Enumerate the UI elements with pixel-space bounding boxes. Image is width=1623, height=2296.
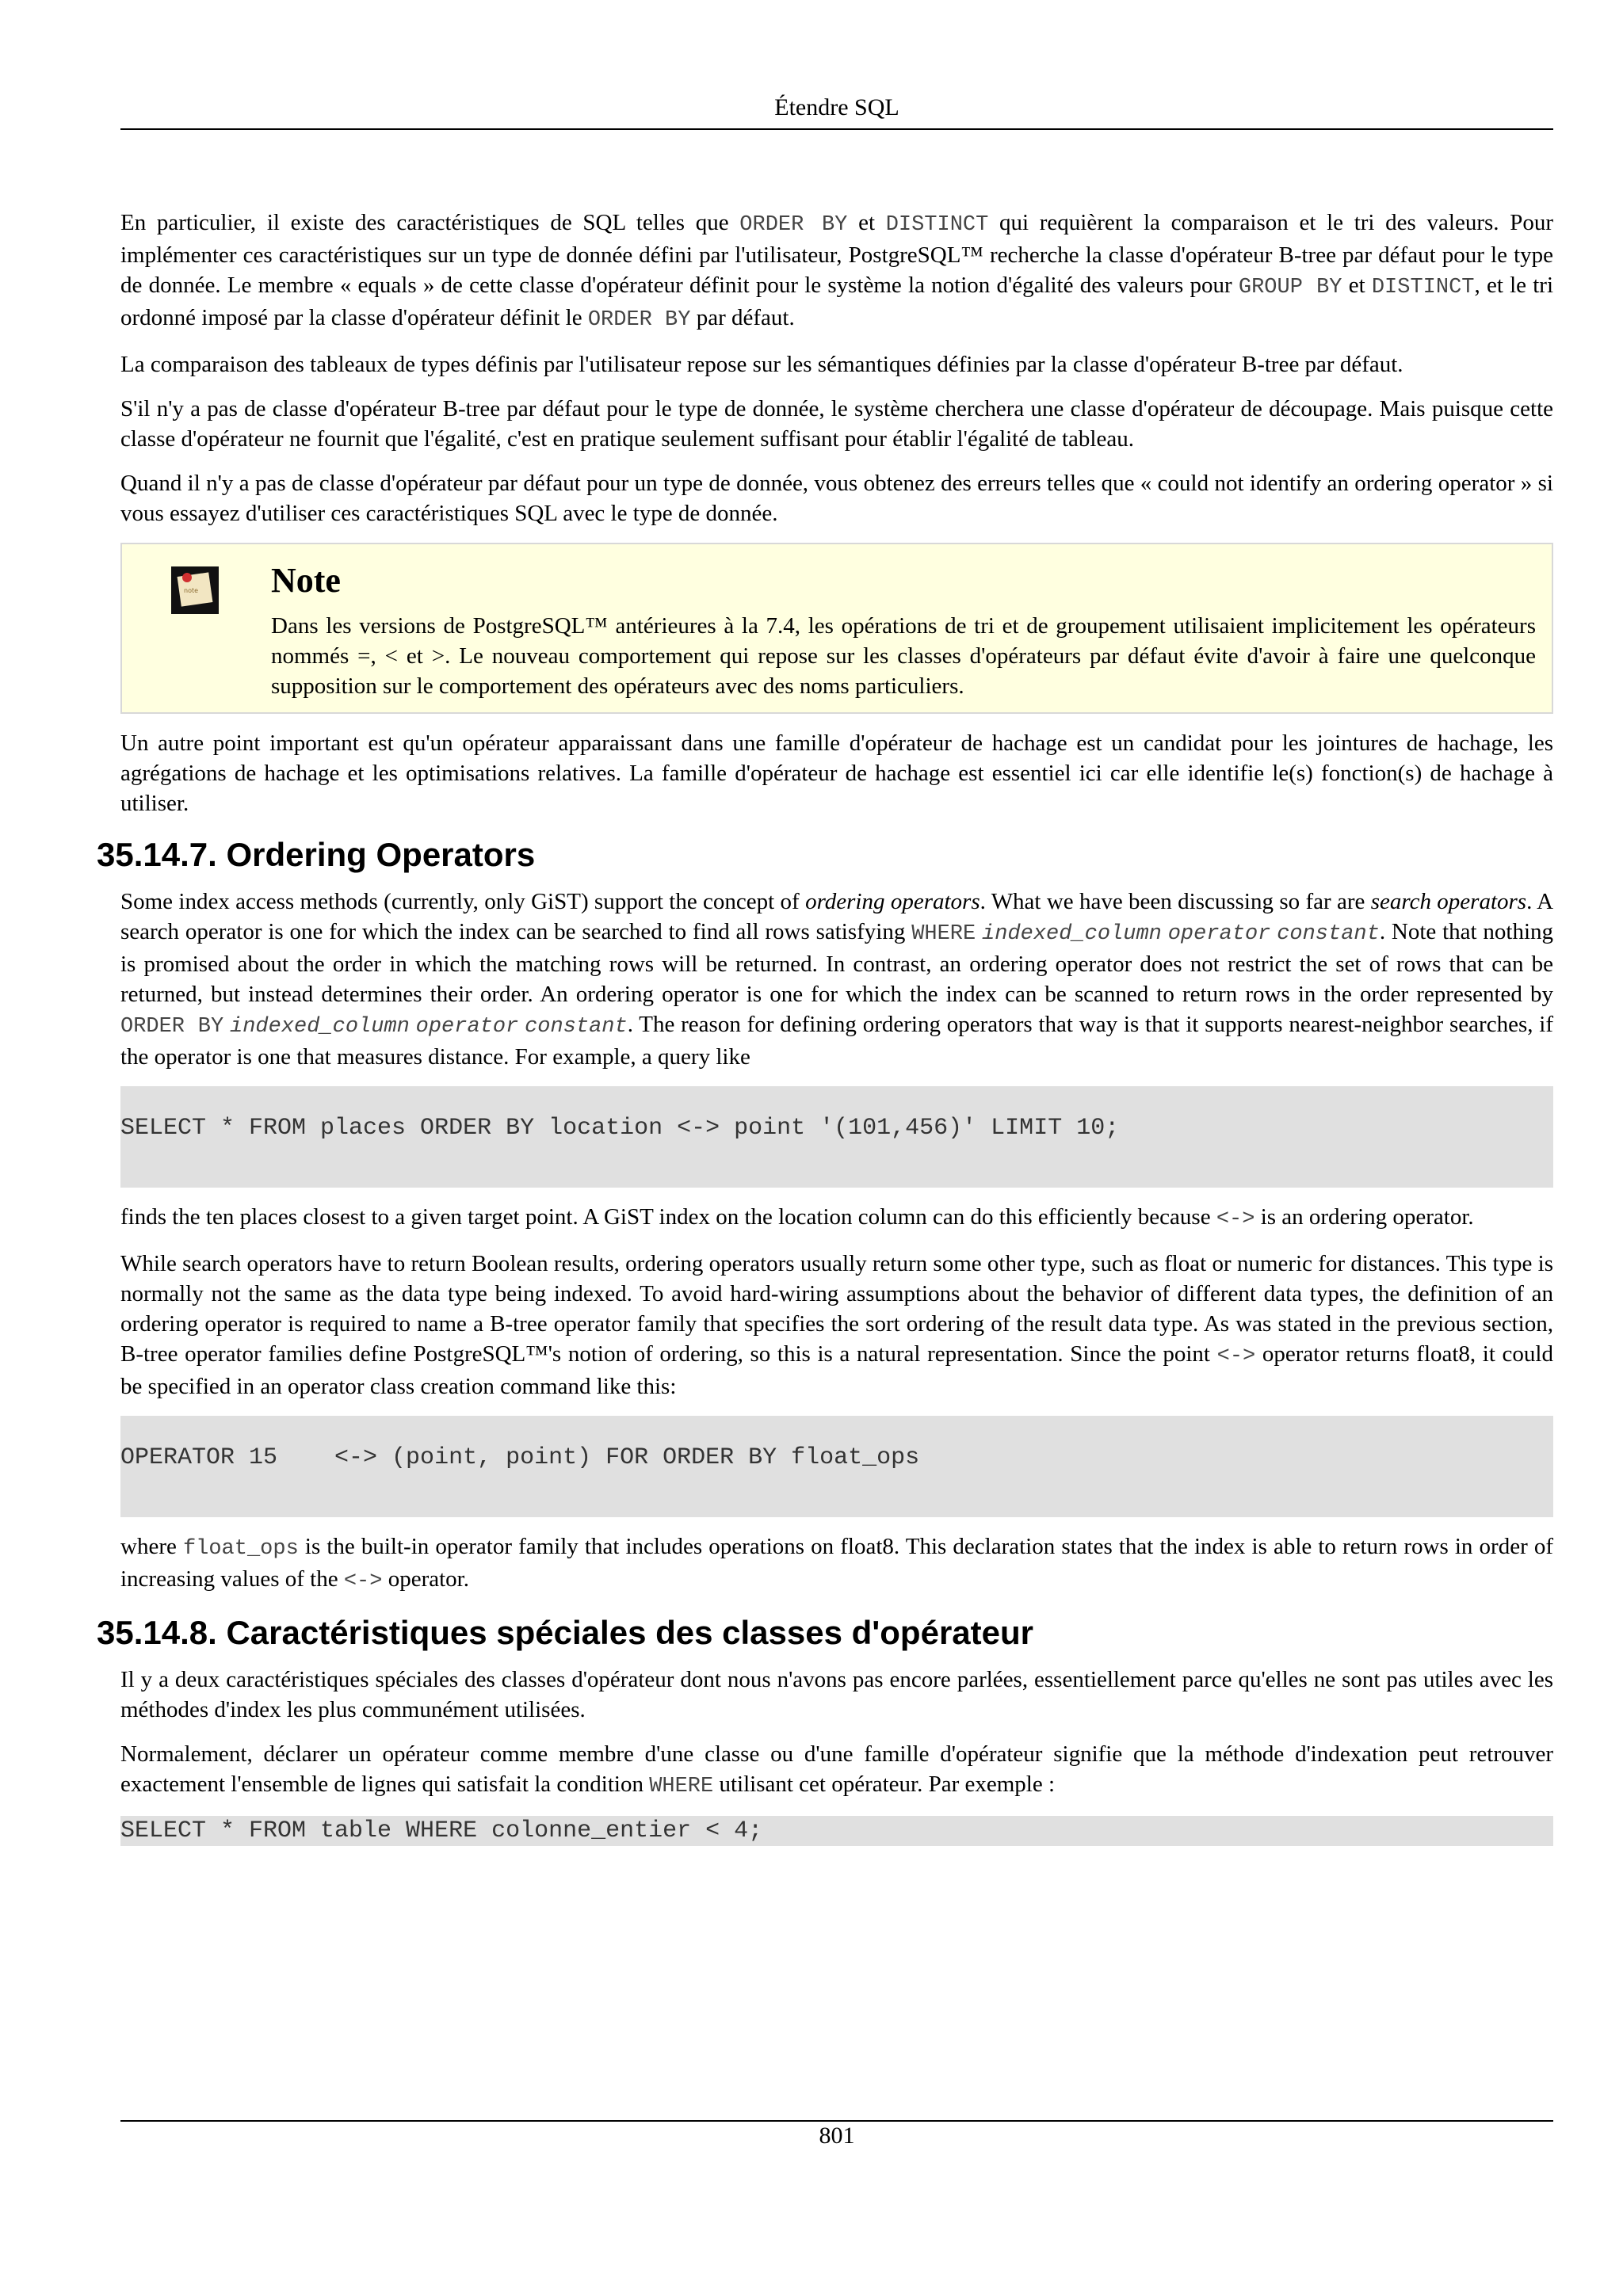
text-run: par défaut.: [690, 305, 795, 330]
note-body: Dans les versions de PostgreSQL™ antérieures à la 7.4, les opérations de tri et de groupement utilisaient implicitement les opérateurs nommés =, < et >. Le nouveau comportement qui repose sur les classes d'opérateurs par défaut évite d'avoir à faire une quelconque supposition sur le comportement des opérateurs avec des noms particuliers.: [271, 613, 1536, 699]
special-features-paragraph-1: Il y a deux caractéristiques spéciales des classes d'opérateur dont nous n'avons pas encore parlées, essentiellement parce qu'elles ne sont pas utiles avec les méthodes d'index les plus communément utilisées.: [120, 1667, 1553, 1722]
intro-paragraph-2: La comparaison des tableaux de types définis par l'utilisateur repose sur les sémantiques définies par la classe d'opérateur B-tree par défaut.: [120, 352, 1403, 377]
inline-code: ORDER BY: [120, 1015, 224, 1039]
text-run: is an ordering operator.: [1254, 1204, 1474, 1230]
intro-paragraph-1: [120, 208, 1553, 335]
text-run: . A search operator is one for which the index can be searched to find all rows satisfying: [120, 889, 1554, 944]
code-variable: constant: [525, 1015, 628, 1039]
intro-paragraph-3: S'il n'y a pas de classe d'opérateur B-tree par défaut pour le type de donnée, le système cherchera une classe d'opérateur de découpage. Mais puisque cette classe d'opérateur ne fournit que l'égalité, c'est en pratique seulement suffisant pour établir l'égalité de tableau.: [120, 396, 1553, 452]
text-run: Some index access methods (currently, only GiST) support the concept of: [120, 889, 806, 914]
page-number: 801: [819, 2122, 855, 2149]
text-run: Normalement, déclarer un opérateur comme membre d'une classe ou d'une famille d'opérateur signifie que la méthode d'indexation peut retrouver exactement l'ensemble de lignes qui satisfait la condition: [120, 1741, 1553, 1797]
note-icon: [171, 566, 219, 614]
text-run: qui requièrent la comparaison et le tri des valeurs. Pour implémenter ces caractéristiques sur un type de donnée défini par l'utilisateur, PostgreSQL™ recherche la classe d'opérateur B-tree par défaut pour le type de donnée. Le membre « equals » de cette classe d'opérateur définit pour le système la notion d'égalité des valeurs pour: [120, 210, 1553, 298]
code-variable: constant: [1277, 922, 1380, 946]
text-run: . The reason for defining ordering operators that way is that it supports nearest-neighbor searches, if the operator is one that measures distance. For example, a query like: [120, 1012, 1554, 1070]
emphasis: ordering operators: [805, 889, 980, 914]
text-run: et: [1342, 273, 1372, 298]
pushpin-shape: [182, 573, 192, 582]
text-run: is the built-in operator family that includes operations on float8. This declaration states that the index is able to return rows in order of increasing values of the: [120, 1534, 1553, 1592]
code-variable: operator: [1167, 922, 1271, 946]
code-block-where-example: SELECT * FROM table WHERE colonne_entier < 4;: [120, 1816, 1553, 1846]
code-variable: indexed_column: [230, 1015, 410, 1039]
text-run: . Note that nothing is promised about the order in which the matching rows will be returned. In contrast, an ordering operator does not restrict the set of rows that can be returned, but instead determines their order. An ordering operator is one for which the index can be scanned to return rows in the order represented by: [120, 919, 1554, 1007]
inline-code: float_ops: [182, 1537, 299, 1561]
text-run: operator.: [382, 1566, 469, 1592]
hash-operator-paragraph: Un autre point important est qu'un opérateur apparaissant dans une famille d'opérateur de hachage est un candidat pour les jointures de hachage, les agrégations de hachage et les optimisations relatives. La famille d'opérateur de hachage est essentiel ici car elle identifie le(s) fonction(s) de hachage à utiliser.: [120, 730, 1553, 816]
text-run: where: [120, 1534, 183, 1559]
inline-code: WHERE: [649, 1775, 714, 1798]
text-run: , et le tri ordonné imposé par la classe d'opérateur définit le: [120, 273, 1554, 330]
inline-code: DISTINCT: [1371, 276, 1475, 299]
text-run: . What we have been discussing so far are: [980, 889, 1371, 914]
inline-code: <->: [1216, 1207, 1255, 1231]
ordering-paragraph-2: [120, 1202, 1553, 1234]
emphasis: search operators: [1370, 889, 1527, 914]
note-title: Note: [271, 561, 341, 600]
section-heading-special-features: 35.14.8. Caractéristiques spéciales des classes d'opérateur: [97, 1614, 1033, 1651]
code-variable: indexed_column: [982, 922, 1162, 946]
intro-paragraph-4: Quand il n'y a pas de classe d'opérateur par défaut pour un type de donnée, vous obtenez des erreurs telles que « could not identify an ordering operator » si vous essayez d'utiliser ces caractéristiques SQL avec le type de donnée.: [120, 471, 1553, 526]
code-block-nearest-neighbor-query: SELECT * FROM places ORDER BY location <-> point '(101,456)' LIMIT 10;: [120, 1086, 1553, 1188]
inline-code: <->: [1216, 1344, 1256, 1368]
document-page: [97, 0, 1554, 2296]
inline-code: WHERE: [911, 922, 976, 946]
text-run: En particulier, il existe des caractéristiques de SQL telles que: [120, 210, 740, 235]
ordering-paragraph-1: [120, 887, 1553, 1072]
ordering-paragraph-4: [120, 1531, 1553, 1596]
inline-code: GROUP BY: [1238, 276, 1342, 299]
note-admonition: [120, 543, 1553, 714]
text-run: utilisant cet opérateur. Par exemple :: [713, 1772, 1056, 1797]
text-run: operator returns float8, it could be specified in an operator class creation command like this:: [120, 1341, 1553, 1399]
note-icon-label: note: [184, 587, 199, 594]
section-heading-ordering-operators: 35.14.7. Ordering Operators: [97, 836, 536, 873]
inline-code: ORDER BY: [739, 213, 848, 237]
special-features-paragraph-2: [120, 1739, 1553, 1802]
inline-code: DISTINCT: [885, 213, 989, 237]
running-header: Étendre SQL: [774, 94, 899, 120]
ordering-paragraph-3: [120, 1249, 1553, 1402]
text-run: finds the ten places closest to a given target point. A GiST index on the location column can do this efficiently because: [120, 1204, 1216, 1230]
page-content: [97, 208, 1554, 1860]
header-rule: [120, 128, 1553, 130]
text-run: While search operators have to return Boolean results, ordering operators usually return some other type, such as float or numeric for distances. This type is normally not the same as the data type being indexed. To avoid hard-wiring assumptions about the behavior of different data types, the definition of an ordering operator is required to name a B-tree operator family that specifies the sort ordering of the result data type. As was stated in the previous section, B-tree operator families define PostgreSQL™'s notion of ordering, so this is a natural representation. Since the point: [120, 1251, 1553, 1367]
code-variable: operator: [415, 1015, 519, 1039]
text-run: et: [847, 210, 886, 235]
code-block-operator-declaration: OPERATOR 15 <-> (point, point) FOR ORDER BY float_ops: [120, 1416, 1553, 1517]
inline-code: ORDER BY: [587, 308, 691, 332]
inline-code: <->: [343, 1569, 383, 1593]
